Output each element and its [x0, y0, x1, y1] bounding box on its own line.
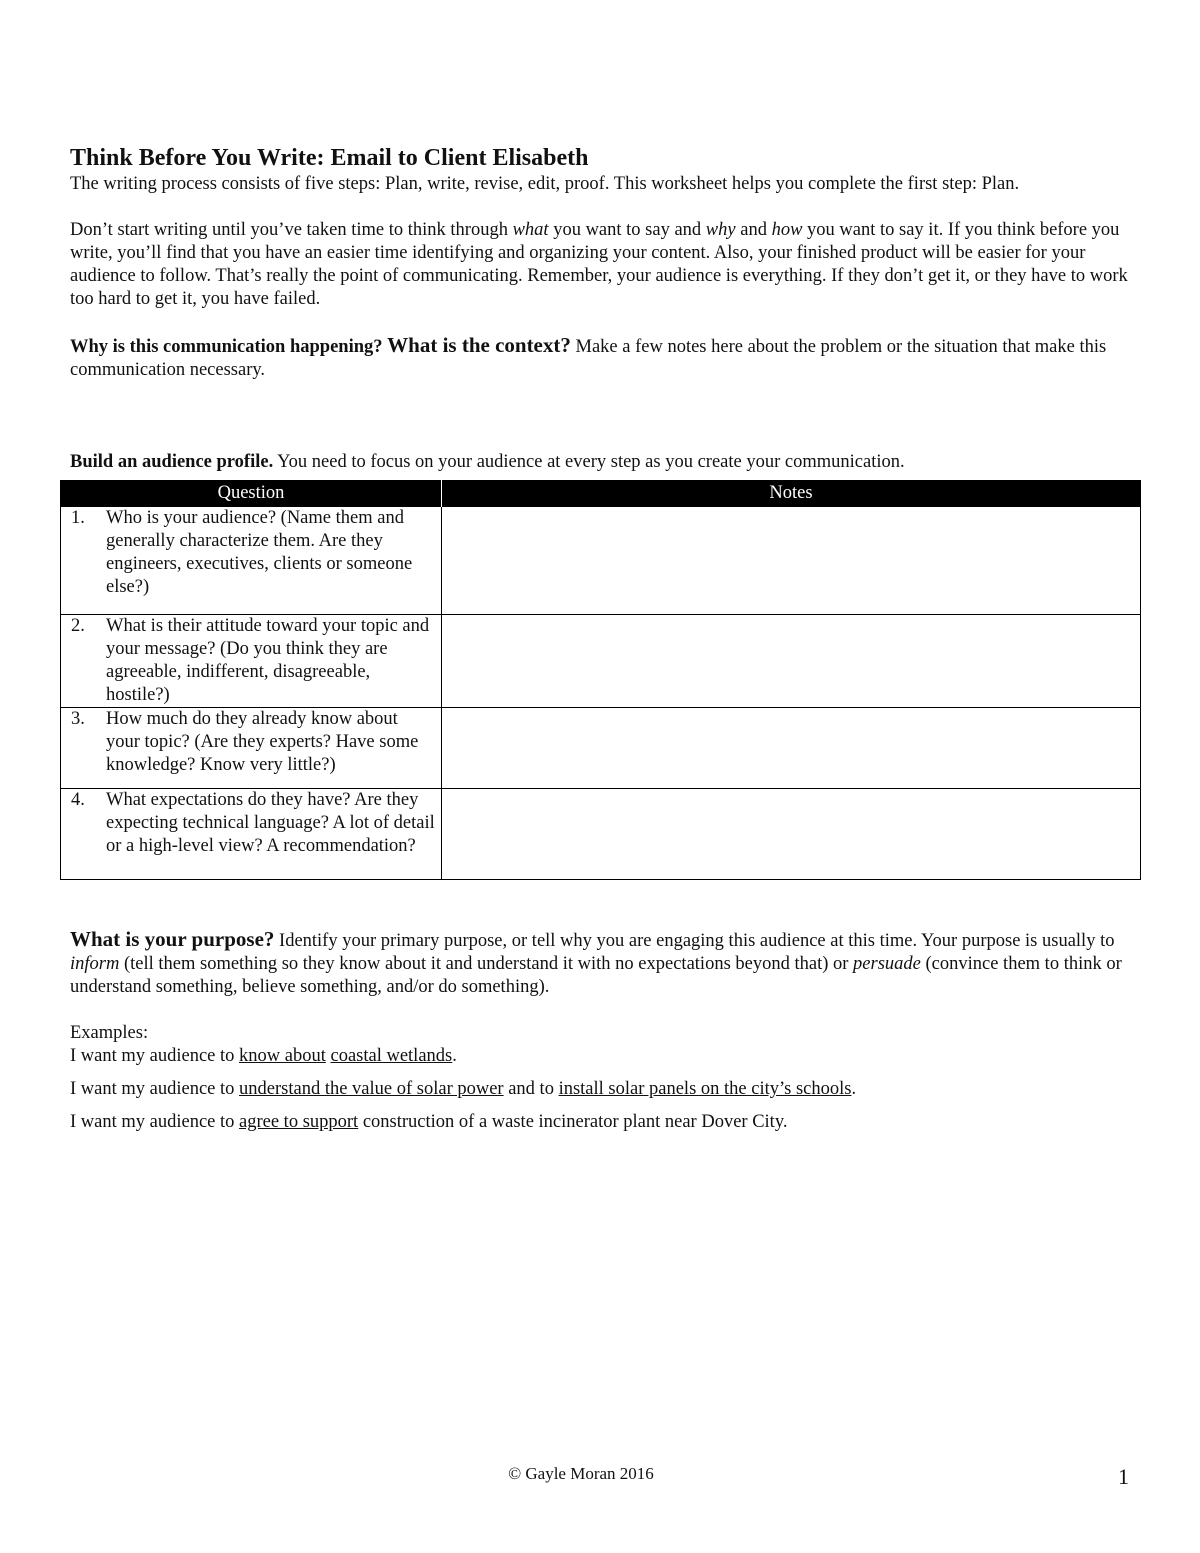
- audience-text: You need to focus on your audience at every step as you create your communication.: [277, 452, 905, 472]
- table-row: [61, 507, 1141, 615]
- example-1: [70, 1045, 1130, 1068]
- audience-profile-table: [60, 480, 1141, 880]
- example-1-suffix: .: [452, 1046, 457, 1066]
- audience-heading: Build an audience profile.: [70, 452, 274, 472]
- example-2-prefix: I want my audience to: [70, 1079, 240, 1099]
- table-header-notes: Notes: [442, 480, 1141, 507]
- purpose-paragraph: [70, 928, 1130, 999]
- question-number: 1.: [71, 508, 85, 528]
- table-row: [61, 708, 1141, 789]
- example-1-underline-1: know about: [239, 1046, 326, 1066]
- purpose-text-1: Identify your primary purpose, or tell why you are engaging this audience at this time. Your purpose is usually to: [279, 931, 1115, 951]
- examples-label: Examples:: [70, 1023, 149, 1043]
- think-paragraph: [70, 219, 1130, 311]
- example-2-mid: and to: [503, 1079, 559, 1099]
- page-content: [70, 143, 1130, 474]
- think-why: why: [705, 220, 736, 240]
- question-cell: [61, 789, 442, 880]
- example-2-underline-2: install solar panels on the city’s schools: [558, 1079, 852, 1099]
- intro-paragraph: The writing process consists of five steps: Plan, write, revise, edit, proof. This worksheet helps you complete the first step: Plan.: [70, 174, 1020, 194]
- think-what: what: [512, 220, 549, 240]
- context-heading: What is the context?: [387, 333, 571, 357]
- think-text-4: you want to say it. If you think before you write, you’ll find that you have an easier time identifying and organizing your content. Also, your finished product will be easier for your audience to follow. That’s really the point of communicating. Remember, your audience is everything. If they don’t get it, or they have to work too hard to get it, you have failed.: [70, 220, 1128, 309]
- think-text-3: and: [735, 220, 772, 240]
- question-number: 4.: [71, 790, 85, 810]
- table-header-row: [61, 480, 1141, 507]
- purpose-heading: What is your purpose?: [70, 927, 275, 951]
- example-3-underline-1: agree to support: [239, 1112, 359, 1132]
- notes-cell[interactable]: [442, 708, 1141, 789]
- example-2: [70, 1078, 1130, 1101]
- table-row: [61, 615, 1141, 708]
- why-paragraph: [70, 334, 1130, 382]
- copyright-footer: © Gayle Moran 2016: [508, 1464, 654, 1483]
- example-3-suffix: construction of a waste incinerator plant near Dover City.: [358, 1112, 788, 1132]
- question-cell: [61, 615, 442, 708]
- table-header-question: Question: [61, 480, 442, 507]
- question-number: 2.: [71, 616, 85, 636]
- think-how: how: [771, 220, 803, 240]
- page-title: Think Before You Write: Email to Client Elisabeth: [70, 145, 589, 171]
- why-text: Make a few notes here about the problem or the situation that make this communication necessary.: [70, 337, 1107, 380]
- purpose-text-3: (convince them to think or understand something, believe something, and/or do something).: [70, 954, 1122, 997]
- why-heading: Why is this communication happening?: [70, 337, 383, 357]
- audience-profile-table-wrap: [60, 480, 1141, 880]
- question-cell: [61, 708, 442, 789]
- purpose-section: [70, 928, 1130, 1144]
- table-row: [61, 789, 1141, 880]
- purpose-persuade: persuade: [853, 954, 921, 974]
- page-number: 1: [1118, 1464, 1129, 1489]
- example-3-prefix: I want my audience to: [70, 1112, 240, 1132]
- notes-cell[interactable]: [442, 615, 1141, 708]
- notes-cell[interactable]: [442, 507, 1141, 615]
- question-text: Who is your audience? (Name them and generally characterize them. Are they engineers, executives, clients or someone else?): [106, 508, 413, 597]
- question-cell: [61, 507, 442, 615]
- question-number: 3.: [71, 709, 85, 729]
- think-text-2: you want to say and: [548, 220, 706, 240]
- example-2-suffix: .: [851, 1079, 857, 1099]
- question-text: What expectations do they have? Are they expecting technical language? A lot of detail or a high-level view? A recommendation?: [106, 790, 435, 856]
- example-2-underline-1: understand the value of solar power: [239, 1079, 504, 1099]
- purpose-text-2: (tell them something so they know about it and understand it with no expectations beyond that) or: [119, 954, 854, 974]
- notes-cell[interactable]: [442, 789, 1141, 880]
- question-text: How much do they already know about your topic? (Are they experts? Have some knowledge? Know very little?): [106, 709, 419, 775]
- example-3: [70, 1111, 1130, 1134]
- question-text: What is their attitude toward your topic and your message? (Do you think they are agreeable, indifferent, disagreeable, hostile?): [106, 616, 430, 705]
- purpose-inform: inform: [70, 954, 120, 974]
- audience-paragraph: [70, 451, 1130, 474]
- think-text-1: Don’t start writing until you’ve taken time to think through: [70, 220, 513, 240]
- example-1-prefix: I want my audience to: [70, 1046, 240, 1066]
- example-1-underline-2: coastal wetlands: [330, 1046, 453, 1066]
